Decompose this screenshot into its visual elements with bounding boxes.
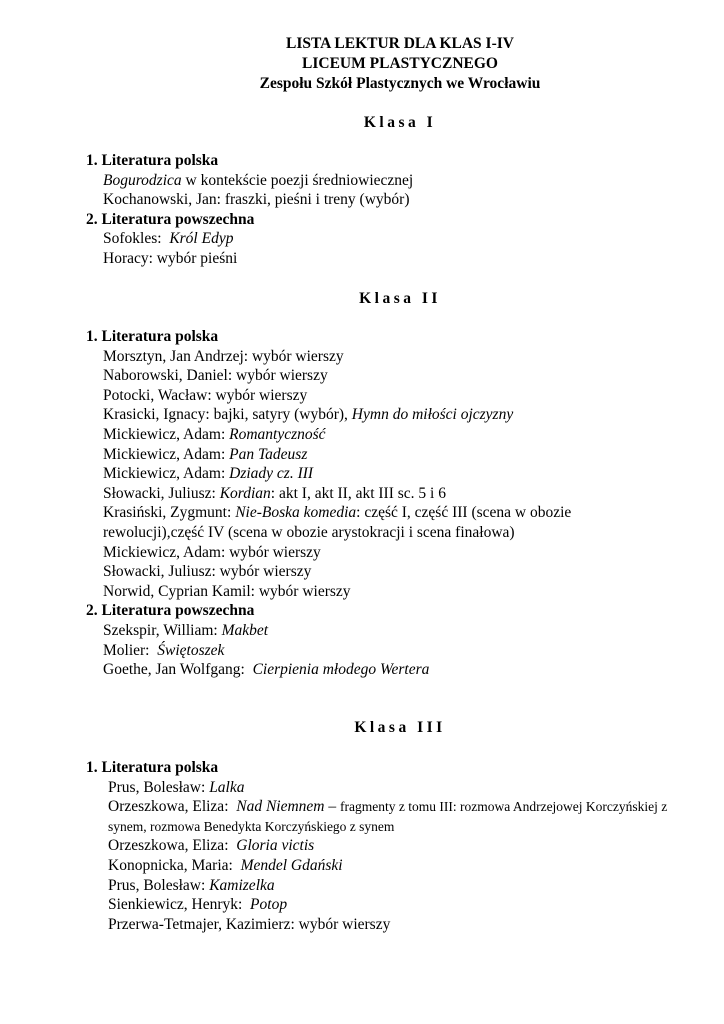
list-item: Bogurodzica w kontekście poezji średniowiecznej	[103, 171, 414, 189]
header-line-1: LISTA LEKTUR DLA KLAS I-IV	[286, 35, 514, 52]
list-item: Sienkiewicz, Henryk: Potop	[108, 896, 288, 914]
list-item: Potocki, Wacław: wybór wierszy	[103, 386, 308, 404]
list-item: Słowacki, Juliusz: wybór wierszy	[103, 563, 312, 581]
klasa-2-lit-powszechna-heading: 2. Literatura powszechna	[86, 602, 255, 620]
list-item: Sofokles: Król Edyp	[103, 230, 234, 248]
list-item: Horacy: wybór pieśni	[103, 249, 238, 267]
list-item: Szekspir, William: Makbet	[103, 621, 269, 639]
klasa-3-heading: Klasa III	[354, 719, 446, 736]
klasa-3-lit-polska-heading: 1. Literatura polska	[86, 759, 219, 776]
list-item: Słowacki, Juliusz: Kordian: akt I, akt II, akt III sc. 5 i 6	[103, 484, 446, 502]
list-item: Przerwa-Tetmajer, Kazimierz: wybór wierszy	[108, 915, 391, 933]
klasa-2-heading: Klasa II	[359, 290, 441, 307]
klasa-3-section	[86, 758, 686, 934]
list-item: Mickiewicz, Adam: wybór wierszy	[103, 543, 321, 561]
list-item: Konopnicka, Maria: Mendel Gdański	[108, 856, 343, 874]
klasa-1-lit-powszechna-heading: 2. Literatura powszechna	[86, 210, 255, 228]
list-item: Orzeszkowa, Eliza: Nad Niemnem – fragmenty z tomu III: rozmowa Andrzejowej Korczyńskiej z synem, rozmowa Benedykta Korczyńskiego z synem	[108, 798, 668, 834]
list-item: Kochanowski, Jan: fraszki, pieśni i treny (wybór)	[103, 191, 410, 209]
list-item: Prus, Bolesław: Lalka	[108, 778, 245, 796]
header-line-3: Zespołu Szkół Plastycznych we Wrocławiu	[259, 75, 541, 92]
list-item: Mickiewicz, Adam: Dziady cz. III	[103, 465, 314, 483]
list-item: Prus, Bolesław: Kamizelka	[108, 876, 275, 894]
list-item: Krasicki, Ignacy: bajki, satyry (wybór), Hymn do miłości ojczyzny	[103, 406, 514, 424]
klasa-1-section	[86, 151, 686, 269]
list-item: Morsztyn, Jan Andrzej: wybór wierszy	[103, 347, 344, 365]
list-item: Norwid, Cyprian Kamil: wybór wierszy	[103, 582, 351, 600]
header-line-2: LICEUM PLASTYCZNEGO	[302, 55, 498, 72]
list-item: Molier: Świętoszek	[103, 641, 225, 659]
klasa-1-lit-polska-heading: 1. Literatura polska	[86, 152, 219, 169]
list-item: Mickiewicz, Adam: Pan Tadeusz	[103, 445, 308, 463]
list-item: Krasiński, Zygmunt: Nie-Boska komedia: część I, część III (scena w obozie rewolucji),część IV (scena w obozie arystokracji i scena finałowa)	[103, 504, 572, 541]
list-item: Naborowski, Daniel: wybór wierszy	[103, 367, 328, 385]
list-item: Orzeszkowa, Eliza: Gloria victis	[108, 837, 315, 855]
document-header	[0, 34, 724, 94]
klasa-2-section	[86, 327, 686, 680]
klasa-1-heading: Klasa I	[363, 114, 437, 131]
list-item: Goethe, Jan Wolfgang: Cierpienia młodego Wertera	[103, 661, 430, 679]
list-item: Mickiewicz, Adam: Romantyczność	[103, 425, 326, 443]
klasa-2-lit-polska-heading: 1. Literatura polska	[86, 328, 219, 345]
